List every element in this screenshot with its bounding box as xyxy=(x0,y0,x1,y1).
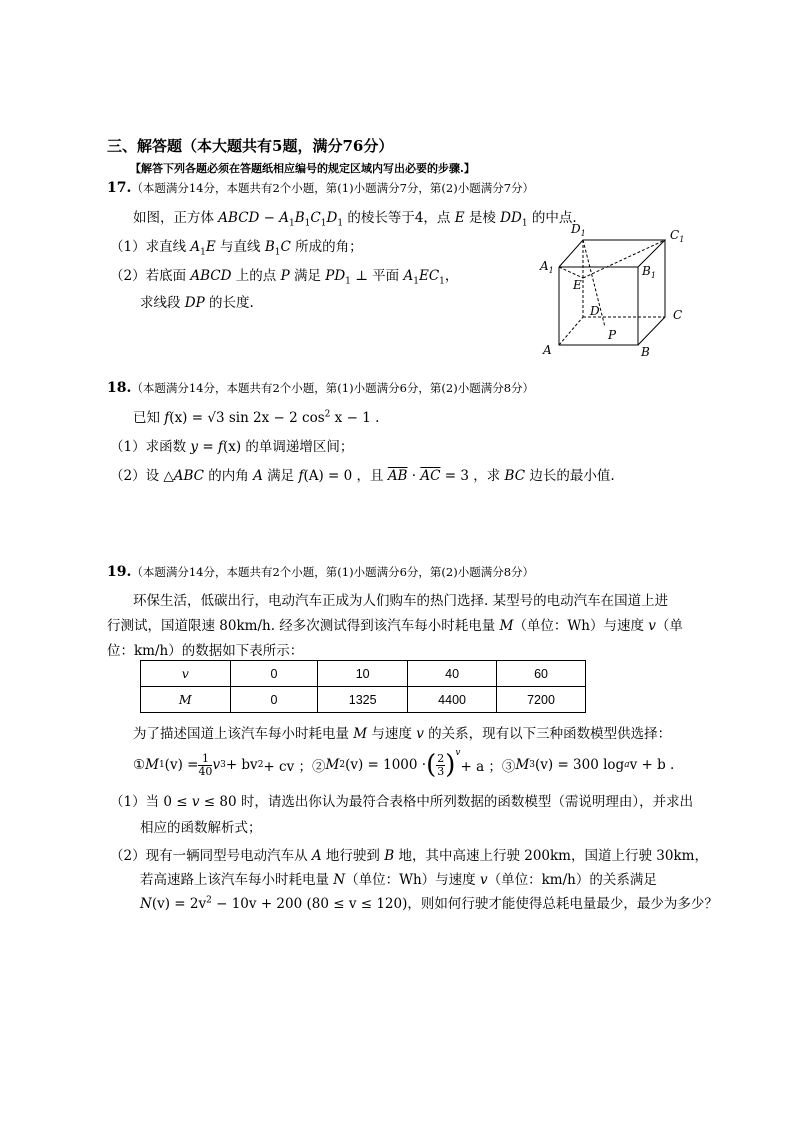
q19-models-intro: 为了描述国道上该汽车每小时耗电量 M 与速度 v 的关系，现有以下三种函数模型供选择： xyxy=(133,726,672,742)
cube-top-face xyxy=(559,240,665,267)
table-cell: 0 xyxy=(230,661,318,687)
fraction-1-40: $\frac{1}{40}$ xyxy=(198,751,213,778)
label-B1: $B_1$ xyxy=(642,264,656,280)
cube-figure xyxy=(535,215,695,360)
q18-stem: 已知 f(x) = √3 sin 2x − 2 $\cos^2 x - 1$ . xyxy=(133,409,380,426)
cube-hidden-edge-ad xyxy=(559,317,583,345)
q18-number: 18. xyxy=(107,380,132,396)
q18-score-note: （本题满分14分，本题共有2个小题，第(1)小题满分6分，第(2)小题满分8分） xyxy=(131,381,535,395)
cube-right-face xyxy=(638,240,665,345)
speed-consumption-table xyxy=(140,660,586,713)
label-P: P xyxy=(608,328,617,342)
table-cell: 60 xyxy=(497,661,586,687)
section-note: 【解答下列各题必须在答题纸相应编号的规定区域内写出必要的步骤.】 xyxy=(130,162,475,175)
q17-stem: 如图，正方体 ABCD − $A_1B_1C_1D_1$ 的棱长等于4，点 E 是棱 $DD_1$ 的中点. xyxy=(133,210,577,229)
q19-number: 19. xyxy=(107,564,132,580)
section-title: 三、解答题（本大题共有5题，满分76分） xyxy=(107,137,394,155)
label-D1: $D_1$ xyxy=(571,222,586,238)
table-cell: 7200 xyxy=(497,687,586,713)
table-row xyxy=(141,661,586,687)
label-D: D xyxy=(590,304,600,318)
q19-part2: （2）现有一辆同型号电动汽车从 A 地行驶到 B 地，其中高速上行驶 200km，国道上行驶 30km， xyxy=(110,848,708,864)
q17-part1: （1）求直线 $A_1E$ 与直线 $B_1C$ 所成的角； xyxy=(110,239,363,258)
q19-score-note: （本题满分14分，本题共有2个小题，第(1)小题满分6分，第(2)小题满分8分） xyxy=(131,565,535,579)
label-A1: $A_1$ xyxy=(540,259,554,275)
q17-number: 17. xyxy=(107,180,132,196)
q19-models: ① M 1 (v) = $\frac{1}{40}$ v 3 + bv 2 + cv ；② M 2 (v) = 1000 · ( $\frac{2}{3}$ ) $^v$ + a ；③ M 3 (v) = 300 log a v + b . xyxy=(133,748,675,780)
table-cell: 0 xyxy=(230,687,318,713)
label-E: E xyxy=(573,278,582,292)
q17-score-note: （本题满分14分，本题共有2个小题，第(1)小题满分7分，第(2)小题满分7分） xyxy=(131,181,535,195)
table-cell: 40 xyxy=(408,661,497,687)
table-cell: v xyxy=(141,661,231,687)
fraction-2-3: $\frac{2}{3}$ xyxy=(437,751,445,778)
table-cell: 4400 xyxy=(408,687,497,713)
label-C: C xyxy=(673,308,683,322)
table-row xyxy=(141,687,586,713)
q19-part2-line2: 若高速路上该汽车每小时耗电量 N（单位：Wh）与速度 v（单位：km/h）的关系满足 xyxy=(140,872,657,888)
q18-header xyxy=(107,380,534,396)
q19-header xyxy=(107,564,534,580)
q19-part1: （1）当 0 ≤ v ≤ 80 时，请选出你认为最符合表格中所列数据的函数模型（需说明理由），并求出 xyxy=(110,794,694,810)
q19-part2-line3: $N(v) = 2v^2 - 10v + 200$ (80 ≤ v ≤ 120)，则如何行驶才能使得总耗电量最少，最少为多少？ xyxy=(140,895,718,912)
q17-header xyxy=(107,180,534,196)
q19-stem-line2: 行测试，国道限速 80km/h. 经多次测试得到该汽车每小时耗电量 M（单位：Wh）与速度 v（单 xyxy=(107,618,683,634)
table-cell: 1325 xyxy=(318,687,408,713)
q18-part1: （1）求函数 y = f(x) 的单调递增区间； xyxy=(110,439,354,455)
q19-stem-line3: 位：km/h）的数据如下表所示： xyxy=(107,643,304,659)
q17-part2: （2）若底面 ABCD 上的点 P 满足 $PD_1$ ⊥ 平面 $A_1EC_1$， xyxy=(110,268,459,287)
table-cell: 10 xyxy=(318,661,408,687)
q17-part2-line2: 求线段 DP 的长度. xyxy=(140,295,254,311)
label-A: A xyxy=(543,343,552,357)
segment-a1e xyxy=(559,267,583,278)
q18-part2: （2）设 △ABC 的内角 A 满足 f(A) = 0 ，且 $\overline{AB} \cdot \overline{AC} = 3$ ，求 BC 边长的最小值. xyxy=(110,468,615,484)
q19-stem-line1: 环保生活，低碳出行，电动汽车正成为人们购车的热门选择. 某型号的电动汽车在国道上进 xyxy=(133,593,669,609)
q19-part1-line2: 相应的函数解析式； xyxy=(140,820,262,836)
label-B: B xyxy=(641,345,650,359)
label-C1: $C_1$ xyxy=(670,228,685,244)
table-cell: M xyxy=(141,687,231,713)
